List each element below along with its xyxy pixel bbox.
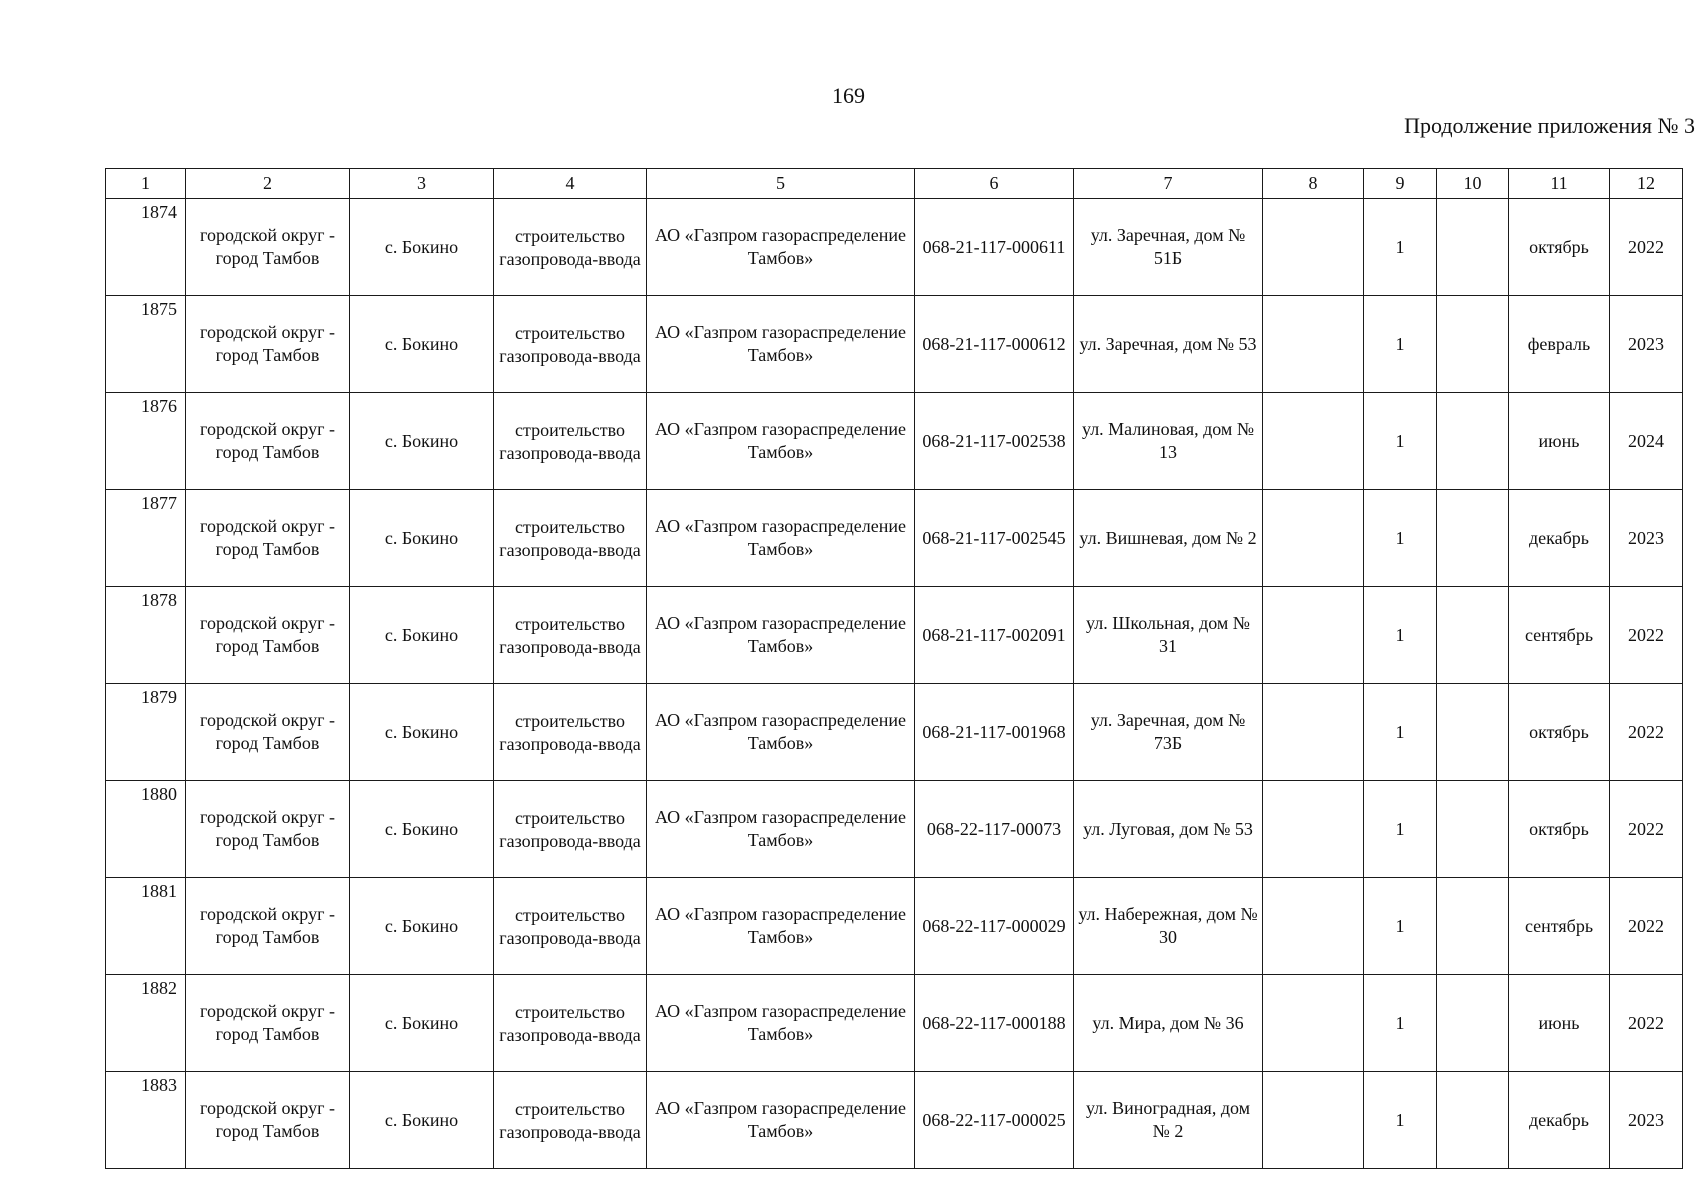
page-number: 169 [832,83,865,108]
cell-col10 [1437,490,1509,587]
row-number: 1874 [106,199,186,296]
table-row [106,975,1683,1072]
row-number: 1880 [106,781,186,878]
cell-col10 [1437,781,1509,878]
cell-district: городской округ - город Тамбов [186,781,350,878]
cell-col10 [1437,587,1509,684]
cell-organization: АО «Газпром газораспределение Тамбов» [647,975,915,1072]
cell-district: городской округ - город Тамбов [186,393,350,490]
cell-col8 [1263,199,1364,296]
row-number: 1875 [106,296,186,393]
cell-code: 068-21-117-002545 [915,490,1074,587]
cell-district: городской округ - город Тамбов [186,1072,350,1169]
cell-district: городской округ - город Тамбов [186,878,350,975]
cell-month: декабрь [1509,490,1610,587]
table-row [106,296,1683,393]
cell-place: с. Бокино [350,975,494,1072]
table-row [106,684,1683,781]
header-row [106,169,1683,199]
column-header: 8 [1263,169,1364,199]
column-header: 11 [1509,169,1610,199]
cell-month: июнь [1509,393,1610,490]
cell-col10 [1437,1072,1509,1169]
cell-count: 1 [1364,587,1437,684]
row-number: 1878 [106,587,186,684]
cell-place: с. Бокино [350,781,494,878]
cell-year: 2023 [1610,490,1683,587]
cell-code: 068-22-117-000029 [915,878,1074,975]
cell-organization: АО «Газпром газораспределение Тамбов» [647,878,915,975]
cell-purpose: строительство газопровода-ввода [494,781,647,878]
cell-col8 [1263,587,1364,684]
cell-purpose: строительство газопровода-ввода [494,878,647,975]
cell-code: 068-21-117-000612 [915,296,1074,393]
row-number: 1879 [106,684,186,781]
cell-count: 1 [1364,878,1437,975]
cell-year: 2023 [1610,296,1683,393]
row-number: 1883 [106,1072,186,1169]
column-header: 1 [106,169,186,199]
cell-address: ул. Заречная, дом № 53 [1074,296,1263,393]
cell-month: октябрь [1509,199,1610,296]
cell-organization: АО «Газпром газораспределение Тамбов» [647,587,915,684]
row-number: 1881 [106,878,186,975]
cell-year: 2022 [1610,684,1683,781]
cell-month: июнь [1509,975,1610,1072]
cell-count: 1 [1364,296,1437,393]
cell-address: ул. Вишневая, дом № 2 [1074,490,1263,587]
column-header: 9 [1364,169,1437,199]
cell-purpose: строительство газопровода-ввода [494,490,647,587]
cell-col8 [1263,975,1364,1072]
table-row [106,490,1683,587]
cell-month: сентябрь [1509,878,1610,975]
cell-col8 [1263,393,1364,490]
cell-month: октябрь [1509,684,1610,781]
cell-district: городской округ - город Тамбов [186,199,350,296]
row-number: 1882 [106,975,186,1072]
cell-year: 2022 [1610,587,1683,684]
cell-year: 2022 [1610,199,1683,296]
row-number: 1877 [106,490,186,587]
cell-year: 2024 [1610,393,1683,490]
cell-address: ул. Заречная, дом № 73Б [1074,684,1263,781]
cell-col8 [1263,296,1364,393]
cell-organization: АО «Газпром газораспределение Тамбов» [647,684,915,781]
table-row [106,1072,1683,1169]
cell-month: декабрь [1509,1072,1610,1169]
cell-place: с. Бокино [350,199,494,296]
cell-code: 068-22-117-00073 [915,781,1074,878]
cell-col8 [1263,878,1364,975]
column-header: 5 [647,169,915,199]
cell-count: 1 [1364,781,1437,878]
table-row [106,393,1683,490]
cell-district: городской округ - город Тамбов [186,975,350,1072]
cell-organization: АО «Газпром газораспределение Тамбов» [647,199,915,296]
cell-district: городской округ - город Тамбов [186,490,350,587]
cell-year: 2022 [1610,878,1683,975]
cell-address: ул. Школьная, дом № 31 [1074,587,1263,684]
cell-col10 [1437,296,1509,393]
cell-purpose: строительство газопровода-ввода [494,393,647,490]
table-row [106,587,1683,684]
cell-col8 [1263,1072,1364,1169]
cell-organization: АО «Газпром газораспределение Тамбов» [647,1072,915,1169]
column-header: 4 [494,169,647,199]
column-header: 3 [350,169,494,199]
register-table [105,168,1683,1169]
cell-count: 1 [1364,684,1437,781]
cell-col10 [1437,878,1509,975]
cell-place: с. Бокино [350,878,494,975]
cell-address: ул. Заречная, дом № 51Б [1074,199,1263,296]
cell-organization: АО «Газпром газораспределение Тамбов» [647,393,915,490]
cell-col10 [1437,684,1509,781]
cell-place: с. Бокино [350,1072,494,1169]
row-number: 1876 [106,393,186,490]
cell-year: 2023 [1610,1072,1683,1169]
cell-place: с. Бокино [350,684,494,781]
cell-year: 2022 [1610,975,1683,1072]
cell-count: 1 [1364,1072,1437,1169]
cell-count: 1 [1364,490,1437,587]
table-row [106,878,1683,975]
cell-month: сентябрь [1509,587,1610,684]
column-header: 12 [1610,169,1683,199]
cell-year: 2022 [1610,781,1683,878]
cell-code: 068-21-117-000611 [915,199,1074,296]
cell-col10 [1437,393,1509,490]
cell-purpose: строительство газопровода-ввода [494,684,647,781]
cell-code: 068-21-117-001968 [915,684,1074,781]
cell-place: с. Бокино [350,296,494,393]
table-row [106,781,1683,878]
cell-count: 1 [1364,393,1437,490]
cell-code: 068-22-117-000025 [915,1072,1074,1169]
table-row [106,199,1683,296]
cell-organization: АО «Газпром газораспределение Тамбов» [647,296,915,393]
column-header: 10 [1437,169,1509,199]
cell-col8 [1263,684,1364,781]
cell-organization: АО «Газпром газораспределение Тамбов» [647,490,915,587]
cell-count: 1 [1364,199,1437,296]
cell-address: ул. Набережная, дом № 30 [1074,878,1263,975]
column-header: 2 [186,169,350,199]
cell-address: ул. Мира, дом № 36 [1074,975,1263,1072]
cell-district: городской округ - город Тамбов [186,296,350,393]
cell-code: 068-22-117-000188 [915,975,1074,1072]
appendix-note: Продолжение приложения № 3 [1404,113,1695,138]
column-header: 7 [1074,169,1263,199]
cell-code: 068-21-117-002091 [915,587,1074,684]
column-header: 6 [915,169,1074,199]
cell-place: с. Бокино [350,587,494,684]
cell-purpose: строительство газопровода-ввода [494,199,647,296]
cell-district: городской округ - город Тамбов [186,587,350,684]
cell-col8 [1263,490,1364,587]
cell-address: ул. Луговая, дом № 53 [1074,781,1263,878]
cell-place: с. Бокино [350,393,494,490]
cell-purpose: строительство газопровода-ввода [494,975,647,1072]
cell-month: октябрь [1509,781,1610,878]
cell-col10 [1437,199,1509,296]
cell-purpose: строительство газопровода-ввода [494,296,647,393]
cell-col8 [1263,781,1364,878]
cell-address: ул. Малиновая, дом № 13 [1074,393,1263,490]
cell-purpose: строительство газопровода-ввода [494,1072,647,1169]
cell-month: февраль [1509,296,1610,393]
cell-address: ул. Виноградная, дом № 2 [1074,1072,1263,1169]
cell-organization: АО «Газпром газораспределение Тамбов» [647,781,915,878]
cell-count: 1 [1364,975,1437,1072]
cell-district: городской округ - город Тамбов [186,684,350,781]
cell-purpose: строительство газопровода-ввода [494,587,647,684]
cell-place: с. Бокино [350,490,494,587]
cell-code: 068-21-117-002538 [915,393,1074,490]
cell-col10 [1437,975,1509,1072]
